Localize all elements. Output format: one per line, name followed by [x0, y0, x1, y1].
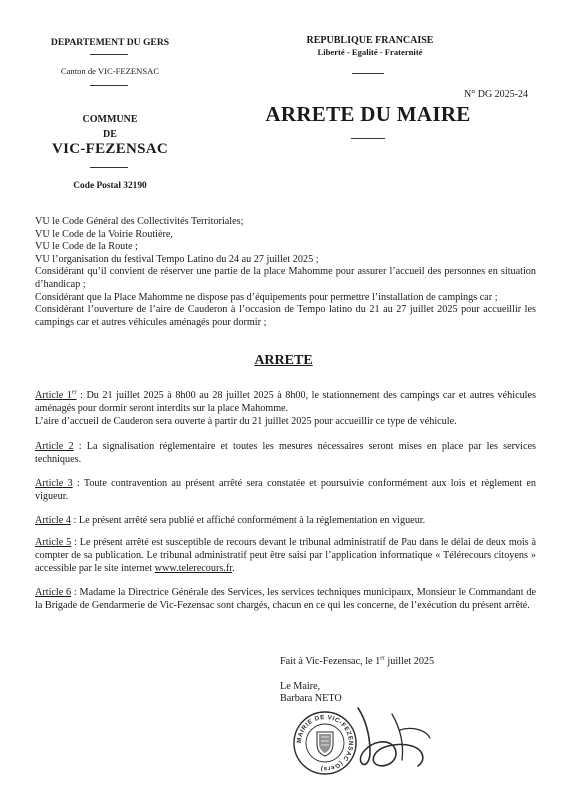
considerations-block [35, 216, 536, 329]
consideration-line: VU l’organisation du festival Tempo Latino du 24 au 27 juillet 2025 ; [35, 253, 319, 265]
department-name: DEPARTEMENT DU GERS [50, 37, 170, 48]
article-text: L’aire d’accueil de Cauderon sera ouverte à partir du 21 juillet 2025 pour accueillir ce type de véhicule. [35, 415, 457, 427]
article-text: : Le présent arrêté sera publié et affiché conformément à la réglementation en vigueur. [70, 515, 426, 526]
article-6 [35, 587, 536, 613]
republic-motto: Liberté - Egalité - Fraternité [317, 47, 423, 57]
article-text: : La signalisation réglementaire et toutes les mesures nécessaires seront mises en place par les services techniques. [35, 441, 536, 465]
article-text: : Du 21 juillet 2025 à 8h00 au 28 juillet 2025 à 8h00, le stationnement des campings car et autres véhicules aménagés pour dormir seront interdits sur la place Mahomme. [35, 390, 536, 414]
divider [352, 73, 384, 74]
canton-name: Canton de VIC-FEZENSAC [60, 66, 160, 76]
article-label: Article 6 [35, 587, 72, 598]
article-2 [35, 441, 536, 467]
article-text: : Le présent arrêté est susceptible de recours devant le tribunal administratif de Pau dans le délai de deux mois à compter de sa publication. Le tribunal administratif peut être saisi par l’application informatique « Télérecours citoyens » accessible par le site internet [35, 537, 537, 574]
article-label: Article 1er [35, 389, 77, 401]
republic-name: REPUBLIQUE FRANCAISE [306, 35, 434, 46]
article-label: Article 5 [35, 537, 72, 548]
consideration-line: VU le Code de la Voirie Routière, [35, 228, 173, 240]
place-date: Fait à Vic-Fezensac, le 1er juillet 2025 [280, 655, 435, 667]
divider [90, 85, 128, 86]
svg-text:MAIRIE DE VIC-FEZENSAC (Gers): MAIRIE DE VIC-FEZENSAC (Gers) [295, 713, 355, 773]
postal-code: Code Postal 32190 [73, 181, 147, 191]
article-3 [35, 478, 536, 504]
document-title: ARRETE DU MAIRE [265, 102, 471, 126]
consideration-line: VU le Code de la Route ; [35, 241, 138, 253]
article-label: Article 4 [35, 515, 71, 526]
article-label: Article 2 [35, 441, 74, 452]
article-5: Article 5 : Le présent arrêté est susceptible de recours devant le tribunal administratif de Pau dans le délai de deux mois à compter de sa publication. Le tribunal administratif peut être saisi par l’application informatique « Télérecours citoyens » accessible par le site internet www.telerecours.fr. [35, 537, 537, 574]
divider [90, 54, 128, 55]
article-label: Article 3 [35, 478, 73, 489]
divider [351, 138, 385, 139]
mayor-role: Le Maire, [280, 681, 321, 692]
article-text: : Madame la Directrice Générale des Services, les services techniques municipaux, Monsieur le Commandant de la Brigade de Gendarmerie de Vic-Fezensac sont chargés, chacun en ce qui les concerne, de l’exécution du présent arrêté. [35, 587, 536, 611]
commune-de: DE [103, 129, 117, 140]
mayor-name: Barbara NETO [280, 693, 342, 704]
telerecours-link[interactable]: www.telerecours.fr [154, 562, 233, 574]
article-1 [35, 390, 536, 428]
article-4 [35, 515, 536, 528]
consideration-line: Considérant que la Place Mahomme ne dispose pas d’équipements pour permettre l’installation de campings car ; [35, 291, 498, 303]
divider [90, 167, 128, 168]
commune-label: COMMUNE [82, 114, 138, 125]
section-title: ARRETE [254, 353, 313, 368]
handwritten-signature [340, 700, 450, 780]
document-reference: N° DG 2025-24 [464, 89, 528, 100]
consideration-line: VU le Code Général des Collectivités Territoriales; [35, 216, 244, 227]
consideration-line: Considérant l’ouverture de l’aire de Cauderon à l’occasion de Tempo latino du 21 au 27 juillet 2025 pour accueillir les campings car et autres véhicules aménagés pour dormir ; [35, 304, 536, 328]
commune-name: VIC-FEZENSAC [51, 141, 169, 157]
article-text: : Toute contravention au présent arrêté sera constatée et poursuivie conformément aux lois et règlement en vigueur. [35, 478, 536, 502]
consideration-line: Considérant qu’il convient de réserver une partie de la place Mahomme pour assurer l’accueil des personnes en situation d’handicap ; [35, 266, 536, 290]
